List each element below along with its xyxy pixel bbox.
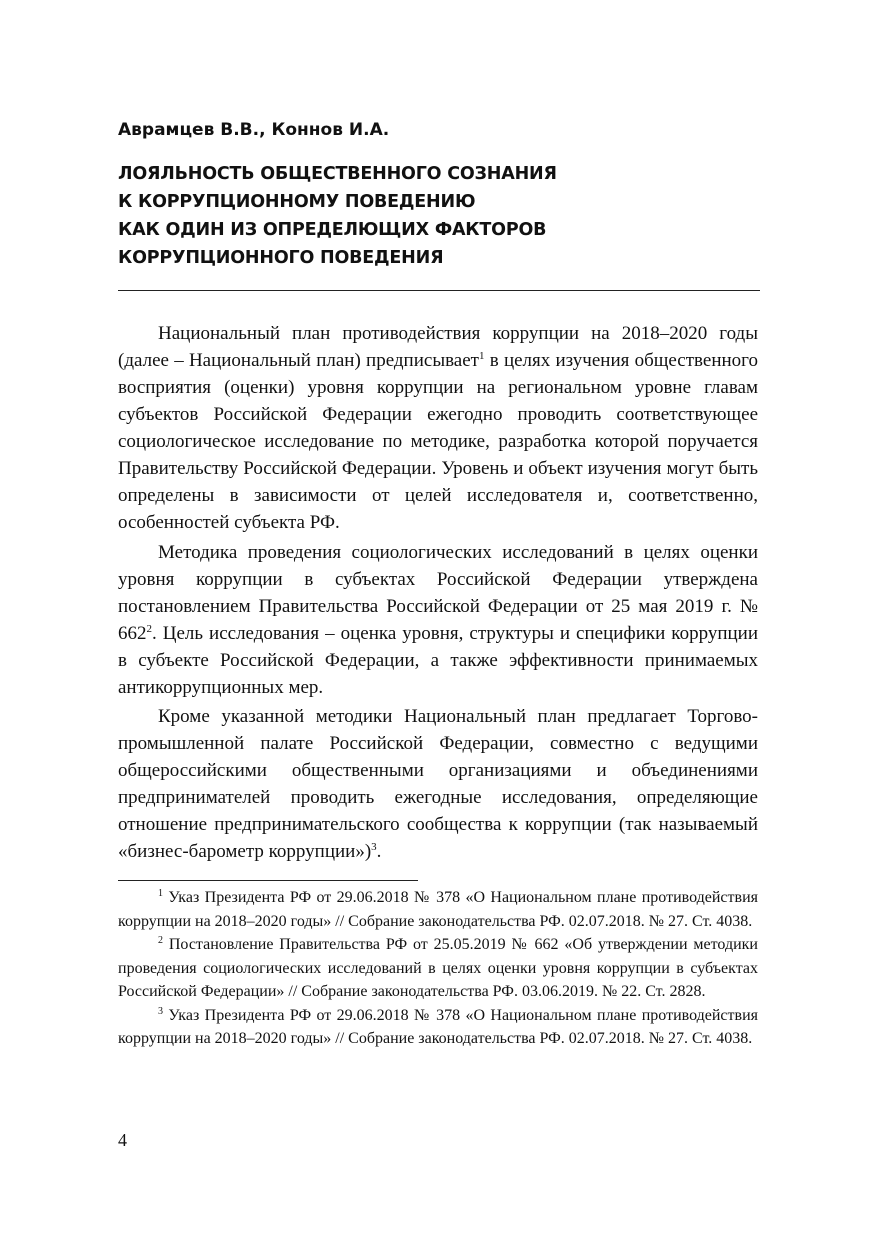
authors: Аврамцев В.В., Коннов И.А. <box>118 120 390 140</box>
footnote-number: 2 <box>158 935 163 946</box>
title-line: КОРРУПЦИОННОГО ПОВЕДЕНИЯ <box>118 248 444 268</box>
footnote-number: 3 <box>158 1005 163 1017</box>
title-line: КАК ОДИН ИЗ ОПРЕДЕЛЮЩИХ ФАКТОРОВ <box>118 220 547 240</box>
title-line: ЛОЯЛЬНОСТЬ ОБЩЕСТВЕННОГО СОЗНАНИЯ <box>118 164 557 184</box>
paragraph-2: Методика проведения социологических исследований в целях оценки уровня коррупции в субъектах Российской Федерации утверждена постановлением Правительства Российской Федерации от 25 мая 2019 г. № $662^2$. Цель исследования – оценка уровня, структуры и специфики коррупции в субъекте Российской Федерации, а также эффективности принимаемых антикоррупционных мер. <box>118 541 758 698</box>
title-divider <box>118 290 760 291</box>
page-number: 4 <box>118 1130 127 1150</box>
footnotes <box>118 886 758 1051</box>
footnote-ref-1[interactable]: 1 <box>478 350 485 362</box>
article-body <box>118 320 758 865</box>
footnote-3: $^3$ Указ Президента РФ от 29.06.2018 № 378 «О Национальном плане противодействия коррупции на 2018–2020 годы» // Собрание законодательства РФ. 02.07.2018. № 27. Ст. 4038. <box>118 1005 758 1047</box>
footnote-ref-2[interactable]: 2 <box>146 622 152 635</box>
footnote-ref-3[interactable]: 3 <box>371 841 377 853</box>
footnote-separator <box>118 880 418 881</box>
paragraph-3: Кроме указанной методики Национальный план предлагает Торгово-промышленной палате Российской Федерации, совместно с ведущими общероссийскими общественными организациями и объединениями предпринимателей проводить ежегодные исследования, определяющие отношение предпринимательского сообщества к коррупции (так называемый «бизнес-барометр коррупции»)$^3$. <box>118 706 758 862</box>
footnote-number: 1 <box>158 888 163 899</box>
footnote-2: $^2$ Постановление Правительства РФ от 25.05.2019 № 662 «Об утверждении методики проведения социологических исследований в целях оценки уровня коррупции в субъектах Российской Федерации» // Собрание законодательства РФ. 03.06.2019. № 22. Ст. 2828. <box>118 935 758 1000</box>
paragraph-1: Национальный план противодействия коррупции на 2018–2020 годы (далее – Национальный план) предписывает$^1$ в целях изучения общественного восприятия (оценки) уровня коррупции на региональном уровне главам субъектов Российской Федерации ежегодно проводить соответствующее социологическое исследование по методике, разработка которой поручается Правительству Российской Федерации. Уровень и объект изучения могут быть определены в зависимости от целей исследователя и, соответственно, особенностей субъекта РФ. <box>118 323 758 533</box>
title-line: К КОРРУПЦИОННОМУ ПОВЕДЕНИЮ <box>118 192 476 212</box>
footnote-1: $^1$ Указ Президента РФ от 29.06.2018 № 378 «О Национальном плане противодействия коррупции на 2018–2020 годы» // Собрание законодательства РФ. 02.07.2018. № 27. Ст. 4038. <box>118 888 758 930</box>
article-title <box>118 160 758 272</box>
